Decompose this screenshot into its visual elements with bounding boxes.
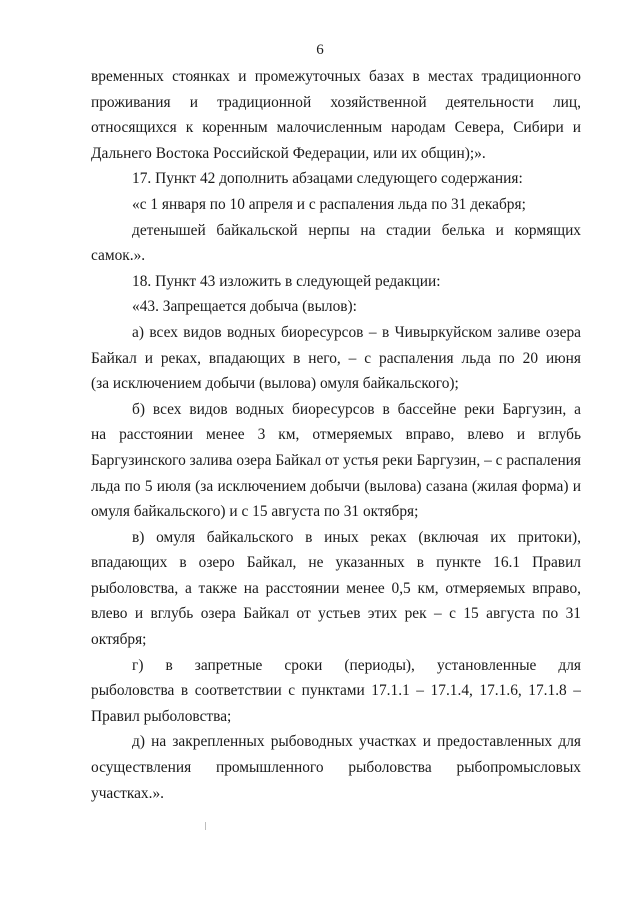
scan-artifact-mark <box>205 822 206 830</box>
text-line: октября; <box>91 631 147 649</box>
text-line: «43. Запрещается добыча (вылов): <box>132 298 357 316</box>
text-line: рыболовства в соответствии с пунктами 17.1.1 – 17.1.4, 17.1.6, 17.1.8 – <box>91 682 581 700</box>
text-line: проживания и традиционной хозяйственной деятельности лиц, <box>91 93 581 111</box>
document-body <box>91 64 581 806</box>
text-line: «с 1 января по 10 апреля и с распаления льда по 31 декабря; <box>132 195 526 213</box>
paragraph-seal-pups <box>91 218 581 269</box>
text-line: самок.». <box>91 247 146 265</box>
paragraph-subitem-v <box>91 525 581 653</box>
text-line: д) на закрепленных рыбоводных участках и предоставленных для <box>132 733 581 751</box>
text-line: 18. Пункт 43 изложить в следующей редакции: <box>132 272 441 290</box>
paragraph-subitem-d <box>91 729 581 806</box>
text-line: осуществления промышленного рыболовства рыбопромысловых <box>91 759 581 777</box>
paragraph-subitem-a <box>91 320 581 397</box>
paragraph-subitem-b <box>91 397 581 525</box>
paragraph-subitem-g <box>91 653 581 730</box>
page-number: 6 <box>316 42 324 58</box>
paragraph-item-18 <box>91 269 581 295</box>
text-line: льда по 5 июля (за исключением добычи (вылова) сазана (жилая форма) и <box>91 477 581 495</box>
text-line: временных стоянках и промежуточных базах в местах традиционного <box>91 68 581 85</box>
text-line: омуля байкальского) и с 15 августа по 31 октября; <box>91 503 419 521</box>
text-line: рыболовства, а также на расстоянии менее 0,5 км, отмеряемых вправо, <box>91 579 581 597</box>
text-line: на расстоянии менее 3 км, отмеряемых вправо, влево и вглубь <box>91 426 581 444</box>
paragraph-quote-dates <box>91 192 581 218</box>
text-line: Правил рыболовства; <box>91 707 232 725</box>
text-line: впадающих в озеро Байкал, не указанных в пункте 16.1 Правил <box>91 554 581 572</box>
text-line: (за исключением добычи (вылова) омуля байкальского); <box>91 375 459 393</box>
text-line: Баргузинского залива озера Байкал от устья реки Баргузин, – с распаления <box>91 451 581 469</box>
text-line: 17. Пункт 42 дополнить абзацами следующего содержания: <box>132 170 523 188</box>
text-line: б) всех видов водных биоресурсов в бассейне реки Баргузин, а <box>132 400 581 418</box>
text-line: Байкал и реках, впадающих в него, – с распаления льда по 20 июня <box>91 349 581 367</box>
text-line: а) всех видов водных биоресурсов – в Чивыркуйском заливе озера <box>132 323 581 341</box>
text-line: участках.». <box>91 784 164 802</box>
text-line: Дальнего Востока Российской Федерации, или их общин);». <box>91 144 486 162</box>
text-line: влево и вглубь озера Байкал от устьев этих рек – с 15 августа по 31 <box>91 605 581 623</box>
text-line: г) в запретные сроки (периоды), установленные для <box>132 656 581 674</box>
paragraph-item-17 <box>91 166 581 192</box>
paragraph-continuation <box>91 64 581 166</box>
paragraph-item-43 <box>91 294 581 320</box>
text-line: детенышей байкальской нерпы на стадии белька и кормящих <box>132 221 581 239</box>
text-line: относящихся к коренным малочисленным народам Севера, Сибири и <box>91 119 581 137</box>
text-line: в) омуля байкальского в иных реках (включая их притоки), <box>132 528 581 546</box>
